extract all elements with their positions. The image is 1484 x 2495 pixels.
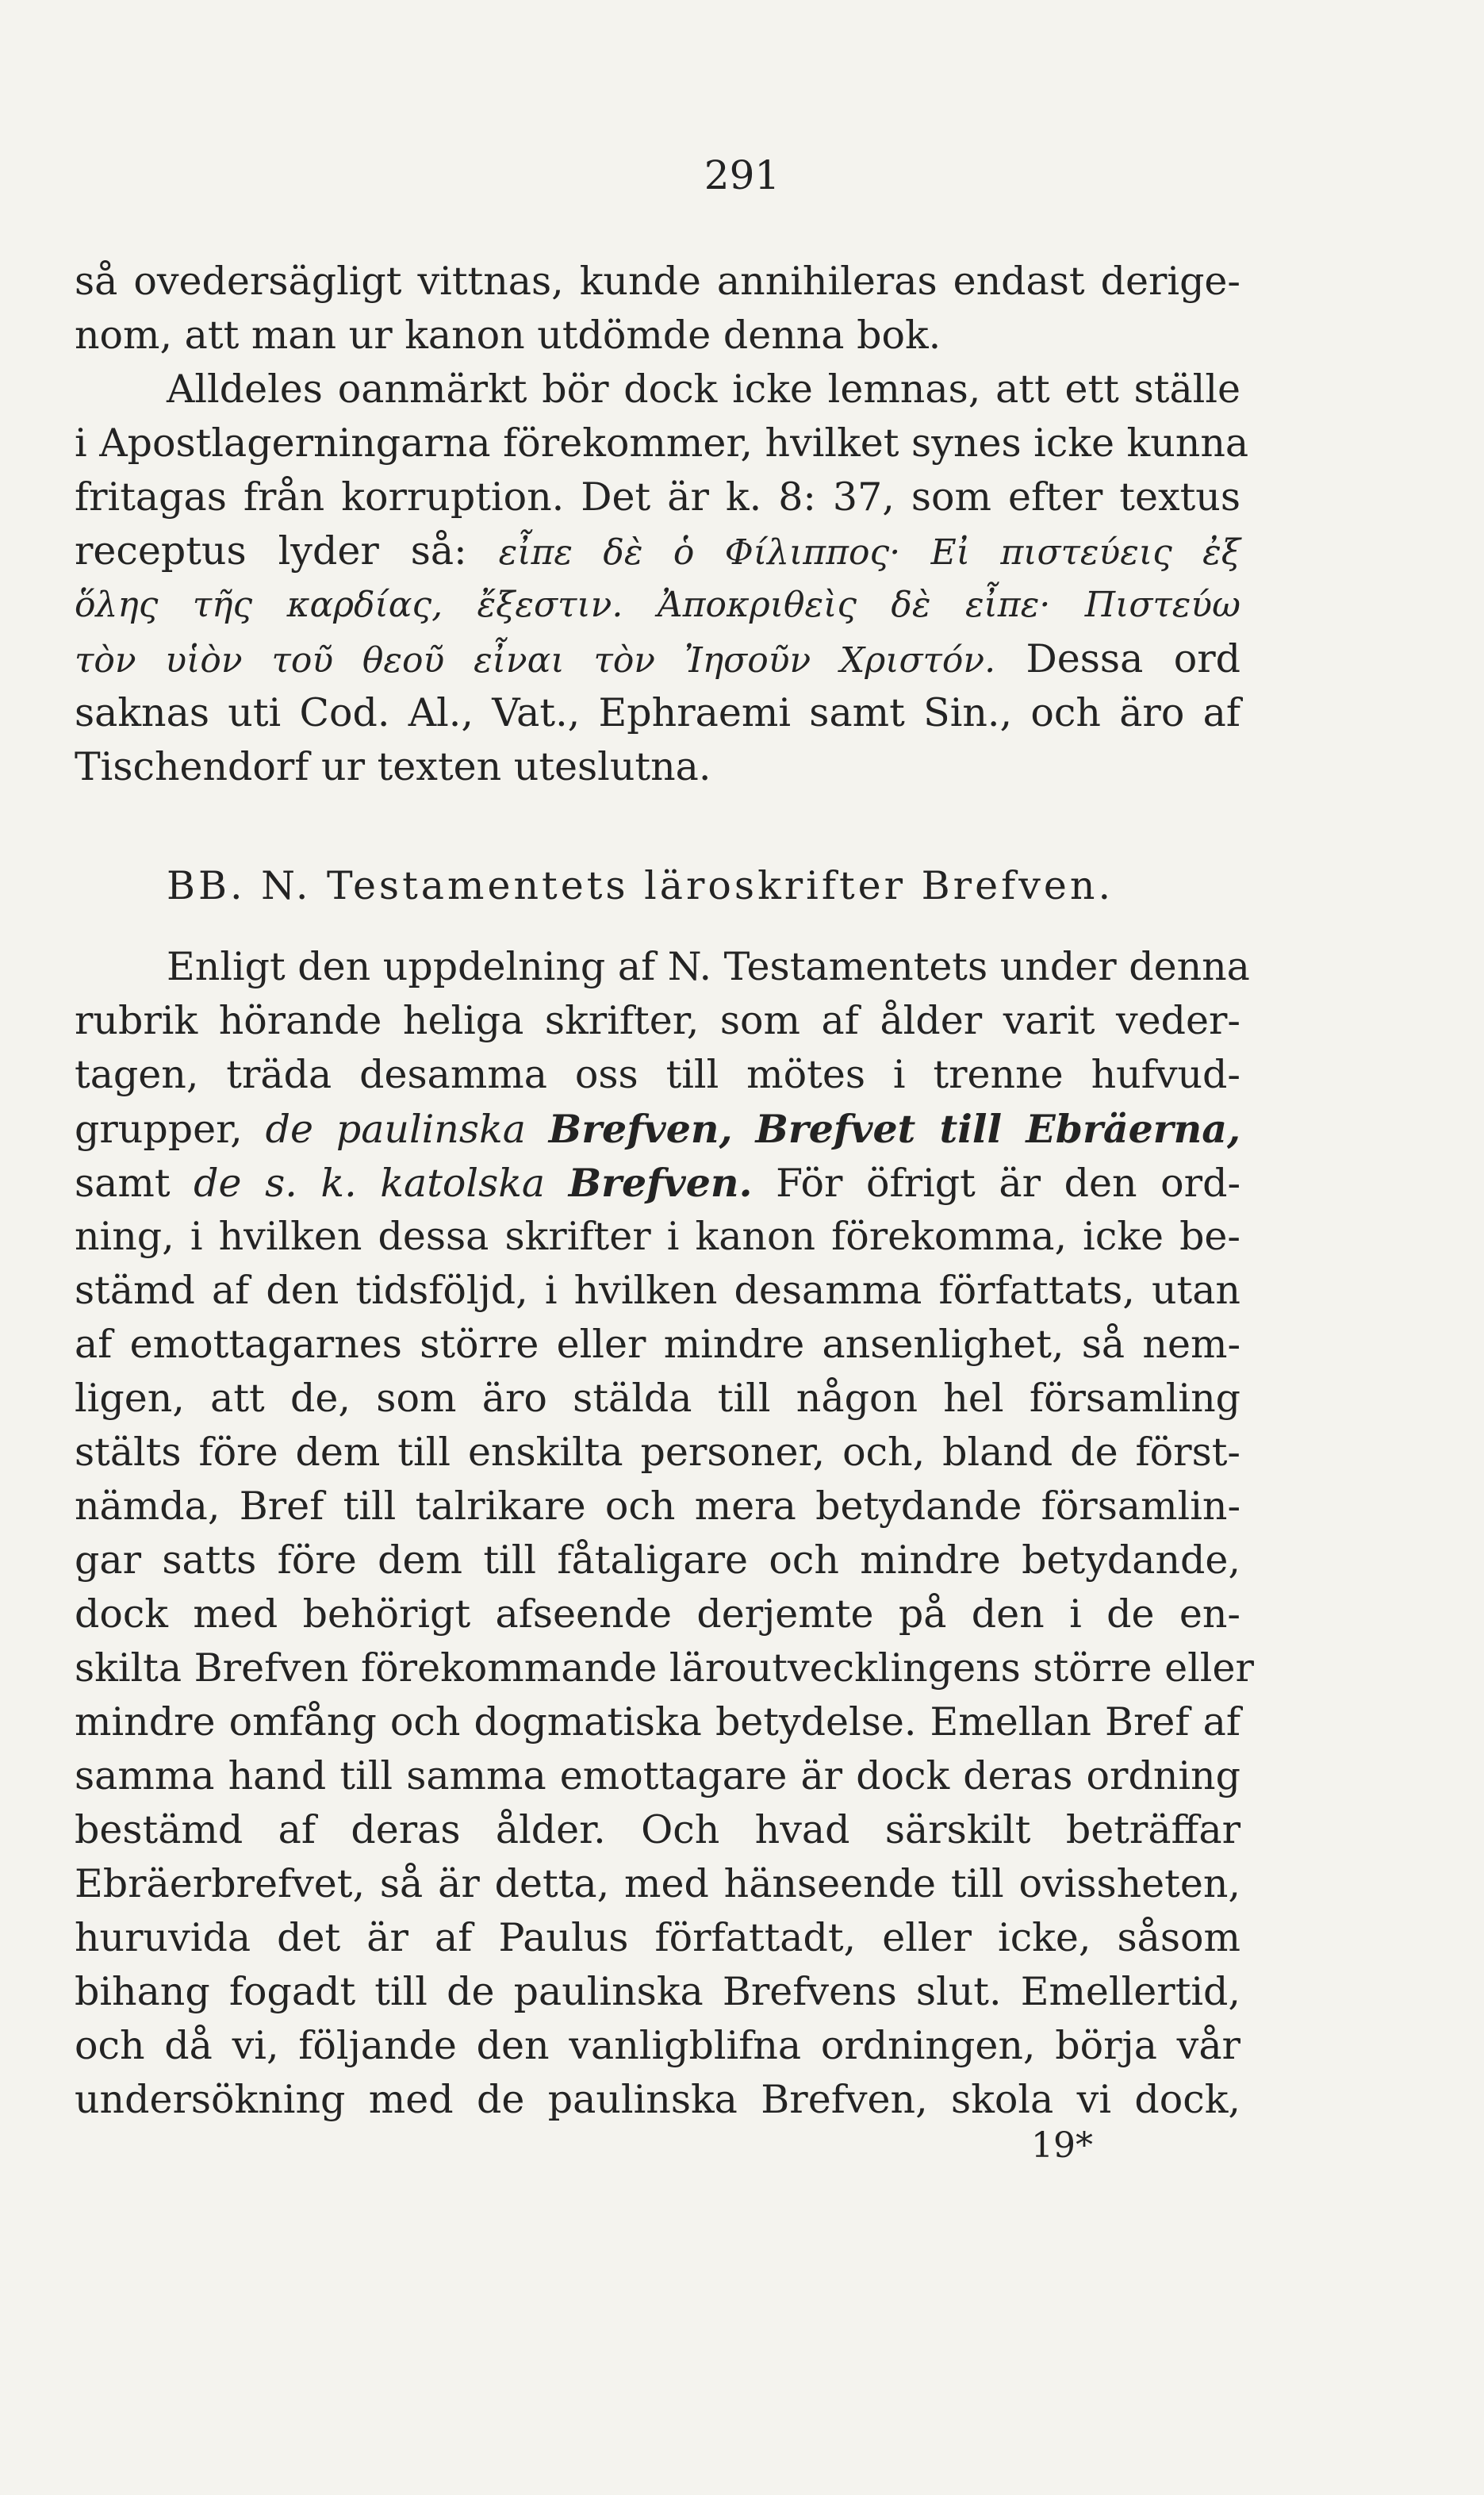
text-line: Ebräerbrefvet, så är detta, med hänseende till ovissheten, [75,1861,1241,1906]
greek-quote: ὅλης τῆς καρδίας, ἔξεστιν. Ἀποκριθεὶς δὲ εἶπε· Πιστεύω [75,585,1241,625]
text-line: ning, i hvilken dessa skrifter i kanon förekomma, icke be- [75,1214,1241,1259]
text-line: gar satts före dem till fåtaligare och mindre betydande, [75,1537,1241,1583]
text-line: dock med behörigt afseende derjemte på den i de en- [75,1591,1241,1637]
latin-text: Dessa ord [1026,636,1241,681]
text-line: Alldeles oanmärkt bör dock icke lemnas, att ett ställe [167,367,1241,412]
bold-italic-term: Brefven. [568,1160,753,1206]
text-line: rubrik hörande heliga skrifter, som af ålder varit veder- [75,998,1241,1043]
text-line: tagen, träda desamma oss till mötes i trenne hufvud- [75,1052,1241,1097]
latin-text: För öfrigt är den ord- [776,1161,1241,1206]
text-line: bihang fogadt till de paulinska Brefvens slut. Emellertid, [75,1969,1241,2014]
text-line: stämd af den tidsföljd, i hvilken desamma författats, utan [75,1268,1241,1313]
text-line: saknas uti Cod. Al., Vat., Ephraemi samt Sin., och äro af [75,690,1241,735]
text-line: och då vi, följande den vanligblifna ordningen, börja vår [75,2023,1241,2068]
text-line [75,633,1241,687]
text-line: ligen, att de, som äro stälda till någon hel församling [75,1376,1241,1421]
text-line: mindre omfång och dogmatiska betydelse. Emellan Bref af [75,1699,1241,1745]
text-line: i Apostlagerningarna förekommer, hvilket synes icke kunna [75,420,1249,466]
greek-quote: εἶπε δὲ ὁ Φίλιππος· Εἰ πιστεύεις ἐξ [498,532,1241,573]
text-line: stälts före dem till enskilta personer, och, bland de först- [75,1430,1241,1475]
page-number: 291 [704,152,780,198]
text-line: samma hand till samma emottagare är dock deras ordning [75,1753,1241,1798]
text-line: fritagas från korruption. Det är k. 8: 37, som efter textus [75,474,1241,520]
text-line: Enligt den uppdelning af N. Testamentets under denna [167,944,1250,989]
bold-italic-term: Brefvet till Ebräerna, [755,1106,1241,1152]
latin-text: receptus lyder så: [75,528,467,574]
text-line: af emottagarnes större eller mindre ansenlighet, så nem- [75,1322,1241,1367]
text-line: Tischendorf ur texten uteslutna. [75,744,711,789]
signature-mark: 19* [1031,2125,1093,2166]
italic-term: katolska [380,1161,546,1206]
greek-quote: τὸν υἱὸν τοῦ θεοῦ εἶναι τὸν Ἰησοῦν Χριστόν. [75,640,996,681]
text-line: bestämd af deras ålder. Och hvad särskilt beträffar [75,1807,1241,1852]
text-line [75,1103,1241,1156]
section-heading: BB. N. Testamentets läroskrifter Brefven. [167,863,1114,908]
latin-text: samt [75,1161,171,1206]
text-line: så ovedersägligt vittnas, kunde annihileras endast derige- [75,259,1241,304]
text-line [75,1157,1241,1210]
text-line: nämda, Bref till talrikare och mera betydande församlin- [75,1484,1241,1529]
text-line [75,579,1241,631]
italic-term: paulinska [336,1107,526,1152]
text-line: skilta Brefven förekommande läroutvecklingens större eller [75,1645,1254,1691]
text-line: undersökning med de paulinska Brefven, skola vi dock, [75,2077,1241,2122]
bold-italic-term: Brefven, [548,1106,733,1152]
text-line: huruvida det är af Paulus författadt, eller icke, såsom [75,1915,1241,1960]
text-line: nom, att man ur kanon utdömde denna bok. [75,313,941,358]
italic-term: de [265,1107,313,1152]
latin-text: grupper, [75,1107,243,1152]
text-line [75,525,1241,579]
italic-term: de s. k. [194,1161,357,1206]
